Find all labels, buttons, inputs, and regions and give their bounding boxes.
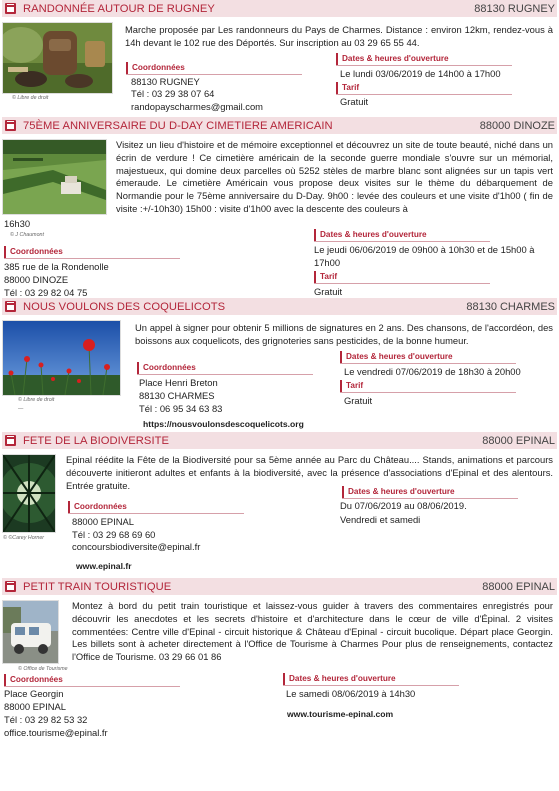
coordinates-label: Coordonnées bbox=[126, 62, 302, 74]
photo-credit: © Libre de droit bbox=[12, 95, 49, 101]
website-link[interactable]: www.epinal.fr bbox=[76, 561, 132, 571]
tarif-label: Tarif bbox=[340, 380, 516, 392]
dates-label: Dates & heures d'ouverture bbox=[314, 229, 490, 241]
event-title: 75ÈME ANNIVERSAIRE DU D-DAY CIMETIERE AMERICAIN bbox=[23, 119, 333, 132]
event-title: PETIT TRAIN TOURISTIQUE bbox=[23, 580, 172, 593]
tarif-text: Gratuit bbox=[314, 286, 343, 297]
event-title: FETE DE LA BIODIVERSITE bbox=[23, 434, 170, 447]
phone-line: Tél : 06 95 34 63 83 bbox=[139, 403, 223, 414]
calendar-icon bbox=[5, 3, 16, 14]
photo-credit: © J Chaumont bbox=[10, 232, 44, 238]
phone-line: Tél : 03 29 38 07 64 bbox=[131, 88, 215, 99]
photo-credit: © ©Carey Horner bbox=[3, 535, 45, 541]
calendar-icon bbox=[5, 435, 16, 446]
dates-text: Le samedi 08/06/2019 à 14h30 bbox=[286, 688, 416, 699]
tarif-label: Tarif bbox=[336, 82, 512, 94]
photo-credit: © Office de Tourisme bbox=[18, 666, 68, 672]
event-card-rugney bbox=[0, 0, 559, 133]
dates-label: Dates & heures d'ouverture bbox=[283, 673, 459, 685]
event-photo-tourist-train bbox=[2, 600, 59, 664]
postal-line: 88000 EPINAL bbox=[72, 516, 135, 527]
event-card-biodiversite bbox=[0, 432, 559, 572]
event-header bbox=[2, 0, 557, 17]
postal-line: 88130 CHARMES bbox=[139, 390, 215, 401]
coordinates-label: Coordonnées bbox=[4, 674, 180, 686]
tarif-text: Gratuit bbox=[344, 395, 373, 406]
event-photo-cemetery bbox=[2, 139, 107, 215]
address-line: 385 rue de la Rondenolle bbox=[4, 261, 109, 272]
photo-credit: © Libre de droit bbox=[18, 397, 55, 403]
event-description: Marche proposée par Les randonneurs du Pays de Charmes. Distance : environ 12km, rendez-vous à 14h devant le 102 rue des Déportés. Sur inscription au 03 29 65 55 44. bbox=[125, 24, 553, 48]
coordinates-label: Coordonnées bbox=[4, 246, 180, 258]
dates-text: Le vendredi 07/06/2019 de 18h30 à 20h00 bbox=[344, 366, 521, 377]
address-line: 88130 RUGNEY bbox=[131, 76, 200, 87]
event-location: 88000 DINOZE bbox=[479, 119, 555, 132]
dates-text-continued: Vendredi et samedi bbox=[340, 514, 421, 525]
calendar-icon bbox=[5, 301, 16, 312]
address-line: Place Georgin bbox=[4, 688, 64, 699]
event-card-dday bbox=[0, 117, 559, 297]
calendar-icon bbox=[5, 581, 16, 592]
event-description: Montez à bord du petit train touristique et laissez-vous guider à travers des commentaires enregistrés pour découvrir les anecdotes et les secrets d'histoire et d'architecture dans le cœur de ville d'Épinal. 2 visites commentées: Centre ville d'Epinal - circuit historique & Château d'Epinal - circuit bucolique. Départ place Georgin. Les billets sont à acheter directement à l'Office de Tourisme à Charmes Pour plus de renseignements, contactez l'Office de Tourisme. 03 29 66 01 86 bbox=[72, 600, 553, 663]
dates-text: Le jeudi 06/06/2019 de 09h00 à 10h30 et de 15h00 à bbox=[314, 244, 535, 255]
event-photo-hiking-gear bbox=[2, 22, 113, 94]
email-line[interactable]: randopayscharmes@gmail.com bbox=[131, 101, 263, 112]
dates-text: Le lundi 03/06/2019 de 14h00 à 17h00 bbox=[340, 68, 501, 79]
address-line: Place Henri Breton bbox=[139, 377, 218, 388]
event-location: 88000 EPINAL bbox=[482, 434, 555, 447]
event-photo-poppies bbox=[2, 320, 121, 396]
coordinates-label: Coordonnées bbox=[137, 362, 313, 374]
dates-label: Dates & heures d'ouverture bbox=[340, 351, 516, 363]
dates-label: Dates & heures d'ouverture bbox=[336, 53, 512, 65]
event-location: 88130 CHARMES bbox=[466, 300, 555, 313]
event-card-coquelicots bbox=[0, 298, 559, 428]
coordinates-label: Coordonnées bbox=[68, 501, 244, 513]
event-description: Un appel à signer pour obtenir 5 millions de signatures en 2 ans. Des chansons, de l'accordéon, des boissons aux coquelicots, des grignoteries sans pesticides, de la bonne humeur. bbox=[135, 322, 553, 346]
event-photo-forest bbox=[2, 454, 56, 533]
email-line[interactable]: office.tourisme@epinal.fr bbox=[4, 727, 108, 738]
event-header bbox=[2, 432, 557, 449]
dates-text-continued: 17h00 bbox=[314, 257, 341, 268]
postal-line: 88000 DINOZE bbox=[4, 274, 69, 285]
event-title: NOUS VOULONS DES COQUELICOTS bbox=[23, 300, 226, 313]
event-card-petit-train bbox=[0, 578, 559, 748]
postal-line: 88000 EPINAL bbox=[4, 701, 67, 712]
event-description: Visitez un lieu d'histoire et de mémoire exceptionnel et découvrez un site de toute beauté, niché dans un écrin de verdure ! Ce cimetière américain de la seconde guerre mondiale s'ouvre sur un mémorial, majestueux, qui domine deux parcelles où 5252 stèles de marbre blanc sont alignées sur un tapis vert émeraude. Le cimetière Américain vous propose deux visites sur le thème du débarquement de Normandie pour le 75ème anniversaire du D-Day. 9h00 : levée des couleurs et une visite d'1h00 ( fin de visite :+/-10h30) 15h00 : visite d'1h00 avec la descente des couleurs à bbox=[116, 139, 553, 214]
event-header bbox=[2, 298, 557, 315]
phone-line: Tél : 03 29 82 53 32 bbox=[4, 714, 88, 725]
description-continuation: 16h30 bbox=[4, 218, 31, 229]
calendar-icon bbox=[5, 120, 16, 131]
event-description: Epinal réédite la Fête de la Biodiversité pour sa 5ème année au Parc du Château.... Stands, animations et parcours découverte initieront adultes et enfants à la biodiversité, avec la présence d'associations d'Epinal et des alentours. Entrée gratuite. bbox=[66, 454, 553, 491]
website-link[interactable]: www.tourisme-epinal.com bbox=[287, 709, 394, 719]
tarif-text: Gratuit bbox=[340, 96, 369, 107]
dates-text: Du 07/06/2019 au 08/06/2019. bbox=[340, 500, 467, 511]
event-location: 88130 RUGNEY bbox=[474, 2, 555, 15]
website-link[interactable]: https://nousvoulonsdescoquelicots.org bbox=[143, 419, 304, 429]
dates-label: Dates & heures d'ouverture bbox=[342, 486, 518, 498]
tarif-label: Tarif bbox=[314, 271, 490, 283]
event-header bbox=[2, 578, 557, 595]
photo-credit-extra: — bbox=[18, 406, 24, 412]
phone-line: Tél : 03 29 82 04 75 bbox=[4, 287, 88, 298]
event-location: 88000 EPINAL bbox=[482, 580, 555, 593]
email-line[interactable]: concoursbiodiversite@epinal.fr bbox=[72, 541, 201, 552]
phone-line: Tél : 03 29 68 69 60 bbox=[72, 529, 156, 540]
event-header bbox=[2, 117, 557, 134]
event-title: RANDONNÉE AUTOUR DE RUGNEY bbox=[23, 2, 215, 15]
